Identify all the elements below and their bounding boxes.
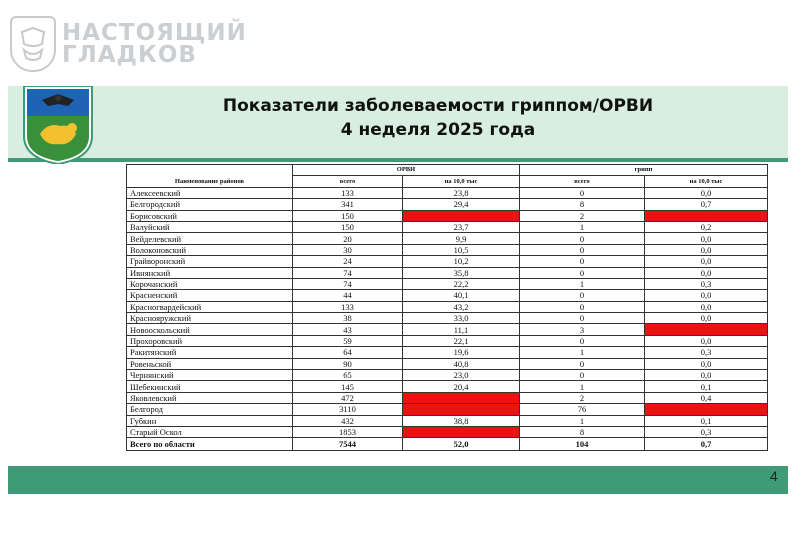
cell-orvi-rate: 10,5 <box>403 244 520 255</box>
table-row <box>127 415 768 426</box>
header-flu-total: всего <box>520 176 645 187</box>
total-name: Всего по области <box>127 438 293 451</box>
cell-name: Ракитянский <box>127 347 293 358</box>
cell-flu-rate: 0,0 <box>645 313 768 324</box>
cell-orvi-rate <box>403 404 520 415</box>
table-row <box>127 370 768 381</box>
cell-flu-rate: 0,0 <box>645 233 768 244</box>
cell-name: Красногвардейский <box>127 301 293 312</box>
cell-orvi-rate: 29,4 <box>403 199 520 210</box>
cell-name: Вейделевский <box>127 233 293 244</box>
cell-flu-total: 1 <box>520 221 645 232</box>
table-row <box>127 392 768 403</box>
cell-orvi-rate: 22,2 <box>403 278 520 289</box>
cell-orvi-rate: 43,2 <box>403 301 520 312</box>
cell-name: Валуйский <box>127 221 293 232</box>
cell-flu-rate <box>645 404 768 415</box>
slide <box>8 86 788 494</box>
cell-orvi-total: 44 <box>293 290 403 301</box>
cell-orvi-total: 472 <box>293 392 403 403</box>
cell-flu-total: 0 <box>520 335 645 346</box>
table-header-row <box>127 165 768 176</box>
cell-name: Ивнянский <box>127 267 293 278</box>
slide-title <box>168 94 708 142</box>
cell-orvi-rate: 20,4 <box>403 381 520 392</box>
cell-orvi-total: 30 <box>293 244 403 255</box>
cell-flu-total: 0 <box>520 267 645 278</box>
cell-orvi-total: 145 <box>293 381 403 392</box>
table-row <box>127 301 768 312</box>
cell-flu-rate: 0,0 <box>645 267 768 278</box>
cell-orvi-rate <box>403 426 520 437</box>
cell-orvi-rate: 9,9 <box>403 233 520 244</box>
cell-flu-total: 1 <box>520 381 645 392</box>
table-body <box>127 187 768 438</box>
table-row <box>127 358 768 369</box>
cell-orvi-total: 150 <box>293 210 403 221</box>
cell-orvi-total: 74 <box>293 278 403 289</box>
cell-flu-rate: 0,7 <box>645 199 768 210</box>
table-row <box>127 324 768 335</box>
cell-flu-rate: 0,0 <box>645 290 768 301</box>
cell-flu-total: 1 <box>520 278 645 289</box>
cell-flu-total: 0 <box>520 358 645 369</box>
cell-orvi-total: 20 <box>293 233 403 244</box>
cell-name: Волоконовский <box>127 244 293 255</box>
cell-orvi-rate: 19,6 <box>403 347 520 358</box>
cell-name: Старый Оскол <box>127 426 293 437</box>
cell-orvi-rate: 23,8 <box>403 187 520 198</box>
cell-orvi-rate <box>403 210 520 221</box>
cell-flu-rate: 0,3 <box>645 347 768 358</box>
total-orvi-total: 7544 <box>293 438 403 451</box>
cell-flu-rate: 0,1 <box>645 381 768 392</box>
cell-orvi-rate: 23,7 <box>403 221 520 232</box>
watermark <box>10 14 247 74</box>
title-line1: Показатели заболеваемости гриппом/ОРВИ <box>222 96 654 116</box>
cell-name: Белгород <box>127 404 293 415</box>
cell-flu-total: 2 <box>520 210 645 221</box>
table-row <box>127 244 768 255</box>
total-flu-rate: 0,7 <box>645 438 768 451</box>
cell-flu-total: 0 <box>520 290 645 301</box>
cell-name: Ровеньской <box>127 358 293 369</box>
page-number: 4 <box>770 468 778 484</box>
cell-flu-total: 76 <box>520 404 645 415</box>
cell-flu-rate: 0,2 <box>645 221 768 232</box>
cell-orvi-total: 65 <box>293 370 403 381</box>
total-orvi-rate: 52,0 <box>403 438 520 451</box>
cell-flu-total: 2 <box>520 392 645 403</box>
table-row <box>127 347 768 358</box>
cell-orvi-rate: 40,1 <box>403 290 520 301</box>
cell-name: Красненский <box>127 290 293 301</box>
cell-flu-total: 0 <box>520 244 645 255</box>
cell-orvi-total: 38 <box>293 313 403 324</box>
cell-name: Краснояружский <box>127 313 293 324</box>
title-line2: 4 неделя 2025 года <box>340 120 536 140</box>
watermark-line2: ГЛАДКОВ <box>62 42 197 68</box>
cell-orvi-rate: 35,8 <box>403 267 520 278</box>
table-row <box>127 290 768 301</box>
header-orvi: ОРВИ <box>293 165 520 176</box>
cell-name: Яковлевский <box>127 392 293 403</box>
cell-name: Грайворонский <box>127 256 293 267</box>
total-flu-total: 104 <box>520 438 645 451</box>
cell-name: Белгородский <box>127 199 293 210</box>
table-row <box>127 199 768 210</box>
watermark-seal-icon <box>10 16 56 72</box>
cell-orvi-total: 133 <box>293 187 403 198</box>
cell-orvi-total: 341 <box>293 199 403 210</box>
cell-flu-rate: 0,3 <box>645 278 768 289</box>
cell-orvi-total: 59 <box>293 335 403 346</box>
cell-flu-rate: 0,0 <box>645 301 768 312</box>
cell-orvi-total: 133 <box>293 301 403 312</box>
header-divider <box>8 158 788 162</box>
cell-flu-rate <box>645 210 768 221</box>
cell-orvi-total: 74 <box>293 267 403 278</box>
cell-name: Алексеевский <box>127 187 293 198</box>
cell-flu-total: 1 <box>520 415 645 426</box>
cell-orvi-total: 1853 <box>293 426 403 437</box>
cell-flu-total: 3 <box>520 324 645 335</box>
table-total-row <box>127 438 768 451</box>
table-row <box>127 210 768 221</box>
cell-flu-total: 0 <box>520 370 645 381</box>
cell-name: Чернянский <box>127 370 293 381</box>
table-row <box>127 187 768 198</box>
cell-flu-total: 8 <box>520 199 645 210</box>
header-orvi-rate: на 10,0 тыс <box>403 176 520 187</box>
cell-flu-total: 0 <box>520 187 645 198</box>
cell-flu-total: 1 <box>520 347 645 358</box>
table-row <box>127 335 768 346</box>
cell-orvi-total: 432 <box>293 415 403 426</box>
cell-orvi-rate: 33,0 <box>403 313 520 324</box>
cell-orvi-rate: 38,8 <box>403 415 520 426</box>
cell-name: Губкин <box>127 415 293 426</box>
cell-name: Борисовский <box>127 210 293 221</box>
cell-flu-rate: 0,0 <box>645 370 768 381</box>
table-row <box>127 221 768 232</box>
table-row <box>127 233 768 244</box>
cell-name: Новооскольский <box>127 324 293 335</box>
cell-name: Прохоровский <box>127 335 293 346</box>
cell-name: Корочанский <box>127 278 293 289</box>
coat-of-arms-icon <box>22 86 94 164</box>
cell-flu-rate: 0,0 <box>645 358 768 369</box>
watermark-line1: НАСТОЯЩИЙ <box>62 20 247 46</box>
cell-flu-total: 0 <box>520 256 645 267</box>
header-flu: грипп <box>520 165 768 176</box>
cell-orvi-rate <box>403 392 520 403</box>
cell-flu-rate: 0,0 <box>645 256 768 267</box>
cell-flu-rate: 0,0 <box>645 244 768 255</box>
cell-orvi-rate: 40,8 <box>403 358 520 369</box>
cell-flu-rate: 0,3 <box>645 426 768 437</box>
table-row <box>127 256 768 267</box>
cell-flu-rate: 0,4 <box>645 392 768 403</box>
cell-flu-total: 0 <box>520 301 645 312</box>
cell-orvi-rate: 22,1 <box>403 335 520 346</box>
cell-flu-rate <box>645 324 768 335</box>
cell-flu-rate: 0,0 <box>645 187 768 198</box>
cell-orvi-rate: 23,0 <box>403 370 520 381</box>
cell-flu-total: 8 <box>520 426 645 437</box>
morbidity-table <box>126 164 768 451</box>
cell-flu-total: 0 <box>520 233 645 244</box>
table-row <box>127 278 768 289</box>
cell-orvi-total: 43 <box>293 324 403 335</box>
cell-orvi-total: 3110 <box>293 404 403 415</box>
cell-orvi-total: 90 <box>293 358 403 369</box>
header-orvi-total: всего <box>293 176 403 187</box>
cell-flu-rate: 0,1 <box>645 415 768 426</box>
cell-orvi-rate: 10,2 <box>403 256 520 267</box>
cell-orvi-rate: 11,1 <box>403 324 520 335</box>
header-flu-rate: на 10,0 тыс <box>645 176 768 187</box>
cell-orvi-total: 24 <box>293 256 403 267</box>
table-row <box>127 313 768 324</box>
table-row <box>127 404 768 415</box>
cell-flu-total: 0 <box>520 313 645 324</box>
header-name: Наименование районов <box>127 165 293 188</box>
footer-band <box>8 466 788 494</box>
watermark-text <box>62 22 247 66</box>
table-row <box>127 426 768 437</box>
cell-name: Шебекинский <box>127 381 293 392</box>
cell-orvi-total: 64 <box>293 347 403 358</box>
table-row <box>127 267 768 278</box>
cell-orvi-total: 150 <box>293 221 403 232</box>
cell-flu-rate: 0,0 <box>645 335 768 346</box>
table-row <box>127 381 768 392</box>
